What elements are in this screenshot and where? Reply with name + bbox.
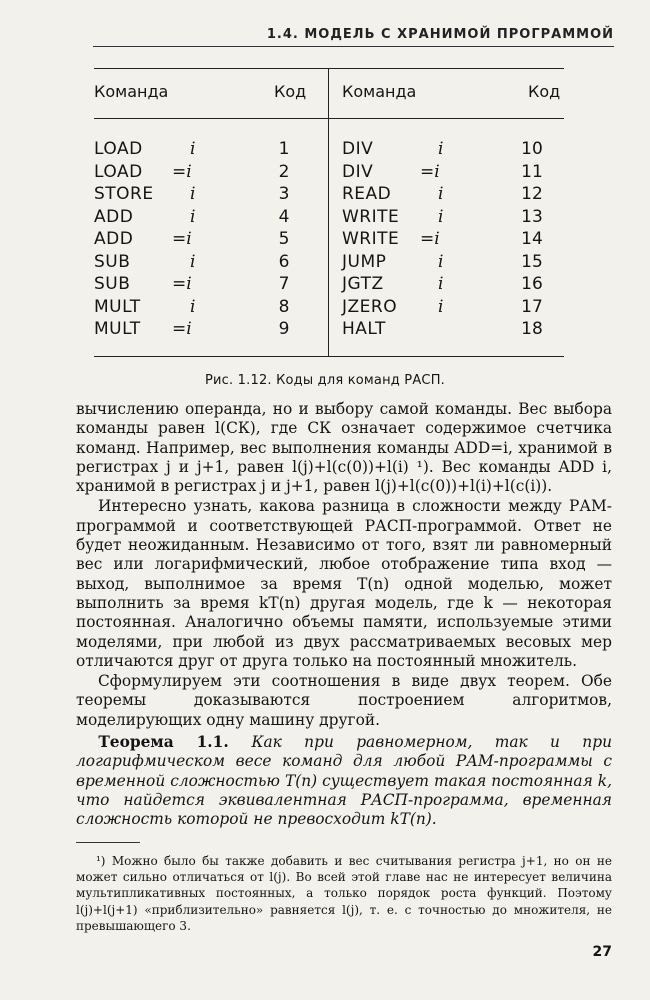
table-row [94, 318, 324, 341]
table-row [342, 183, 572, 206]
paragraph: вычислению операнда, но и выбору самой команды. Вес выбора команды равен l(СК), где СК означает содержимое счетчика команд. Например, вес выполнения команды ADD=i, хранимой в регистрах j и j+1, равен l(j)+l(c(0))+l(i) ¹). Вес команды ADD i, хранимой в регистрах j и j+1, равен l(j)+l(c(0))+l(i)+l(c(i)). [76, 400, 612, 496]
code: 4 [278, 206, 290, 227]
table-row [94, 273, 324, 296]
code: 9 [278, 319, 290, 339]
operand: i [438, 206, 444, 227]
opcode: ADD [94, 229, 134, 249]
table-row [342, 296, 572, 319]
footnote-text: Можно было бы также добавить и вес считывания регистра j+1, но он не может сильно отличаться от l(j). Во всей этой главе нас не интересует величина мультипликативных постоянных, а только порядок роста функций. Поэтому l(j)+l(j+1) «приблизительно» равняется l(j), т. е. с точностью до множителя, не превышающего 3. [76, 854, 612, 933]
opcode: DIV [342, 139, 374, 159]
operand: =i [172, 229, 192, 249]
table-row [94, 183, 324, 206]
operand: =i [172, 161, 192, 182]
opcode: WRITE [342, 229, 400, 249]
operand: i [190, 251, 196, 272]
header-rule [93, 46, 614, 47]
header-command-right: Команда [342, 82, 417, 101]
figure-caption: Рис. 1.12. Коды для команд РАСП. [204, 373, 446, 388]
code: 16 [521, 274, 543, 294]
table-top-rule [94, 68, 564, 69]
opcode: ADD [94, 206, 134, 227]
table-right-column [342, 138, 572, 341]
opcode: STORE [94, 184, 154, 204]
operand: =i [420, 229, 440, 249]
table-bottom-rule [94, 356, 564, 357]
opcode: JGTZ [342, 274, 384, 294]
theorem-title: Теорема 1.1. [98, 733, 252, 751]
opcode: SUB [94, 251, 131, 272]
table-row [94, 206, 324, 229]
table-row [342, 273, 572, 296]
footnote-rule [76, 842, 140, 843]
code: 18 [521, 319, 543, 339]
table-row [342, 161, 572, 184]
code: 15 [521, 251, 543, 272]
opcode: JZERO [342, 296, 398, 317]
body-text [76, 400, 612, 730]
page-number: 27 [592, 944, 612, 960]
code: 5 [278, 229, 290, 249]
opcode: READ [342, 184, 392, 204]
operand: i [438, 184, 444, 204]
opcode: JUMP [342, 251, 387, 272]
opcode: SUB [94, 274, 131, 294]
table-row [94, 296, 324, 319]
operand: i [190, 296, 196, 317]
paragraph: Интересно узнать, какова разница в сложности между РАМ-программой и соответствующей РАСП-программой. Ответ не будет неожиданным. Независимо от того, взят ли равномерный вес или логарифмический, любое отображение типа вход — выход, выполнимое за время T(n) одной моделью, может выполнить за время kT(n) другая модель, где k — некоторая постоянная. Аналогично объемы памяти, используемые этими моделями, при любой из двух рассматриваемых весовых мер отличаются друг от друга только на постоянный множитель. [76, 497, 612, 670]
table-row [94, 251, 324, 274]
code: 12 [521, 184, 543, 204]
table-row [342, 206, 572, 229]
code: 7 [278, 274, 290, 294]
operand: i [438, 251, 444, 272]
opcode: MULT [94, 296, 141, 317]
operand: i [438, 296, 444, 317]
header-code-left: Код [274, 82, 307, 101]
running-head: 1.4. МОДЕЛЬ С ХРАНИМОЙ ПРОГРАММОЙ [266, 27, 614, 42]
opcode-table [94, 68, 564, 358]
code: 3 [278, 184, 290, 204]
header-command-left: Команда [94, 82, 169, 101]
code: 13 [521, 206, 543, 227]
footnote-mark: ¹) [96, 854, 112, 868]
opcode: WRITE [342, 206, 400, 227]
table-row [342, 251, 572, 274]
operand: =i [172, 274, 192, 294]
code: 2 [278, 161, 290, 182]
table-row [342, 138, 572, 161]
operand: =i [420, 161, 440, 182]
opcode: LOAD [94, 139, 143, 159]
header-code-right: Код [528, 82, 561, 101]
code: 10 [521, 139, 543, 159]
code: 8 [278, 296, 290, 317]
code: 11 [521, 161, 543, 182]
footnote [76, 853, 612, 934]
opcode: MULT [94, 319, 141, 339]
code: 14 [521, 229, 543, 249]
code: 6 [278, 251, 290, 272]
table-row [94, 161, 324, 184]
opcode: LOAD [94, 161, 143, 182]
opcode: DIV [342, 161, 374, 182]
operand: i [438, 139, 444, 159]
table-row [94, 228, 324, 251]
operand: i [190, 206, 196, 227]
table-row [94, 138, 324, 161]
operand: =i [172, 319, 192, 339]
operand: i [190, 139, 196, 159]
operand: i [438, 274, 444, 294]
table-row [342, 318, 572, 341]
theorem [76, 733, 612, 829]
theorem-body: Как при равномерном, так и при логарифмическом весе команд для любой РАМ-программы с временной сложностью T(n) существует такая постоянная k, что найдется эквивалентная РАСП-программа, временная сложность которой не превосходит kT(n). [76, 733, 612, 829]
operand: i [190, 184, 196, 204]
table-divider [328, 68, 329, 356]
table-header-rule [94, 118, 564, 119]
paragraph: Сформулируем эти соотношения в виде двух теорем. Обе теоремы доказываются построением алгоритмов, моделирующих одну машину другой. [76, 672, 612, 729]
table-row [342, 228, 572, 251]
code: 1 [278, 139, 290, 159]
code: 17 [521, 296, 543, 317]
opcode: HALT [342, 319, 386, 339]
table-left-column [94, 138, 324, 341]
